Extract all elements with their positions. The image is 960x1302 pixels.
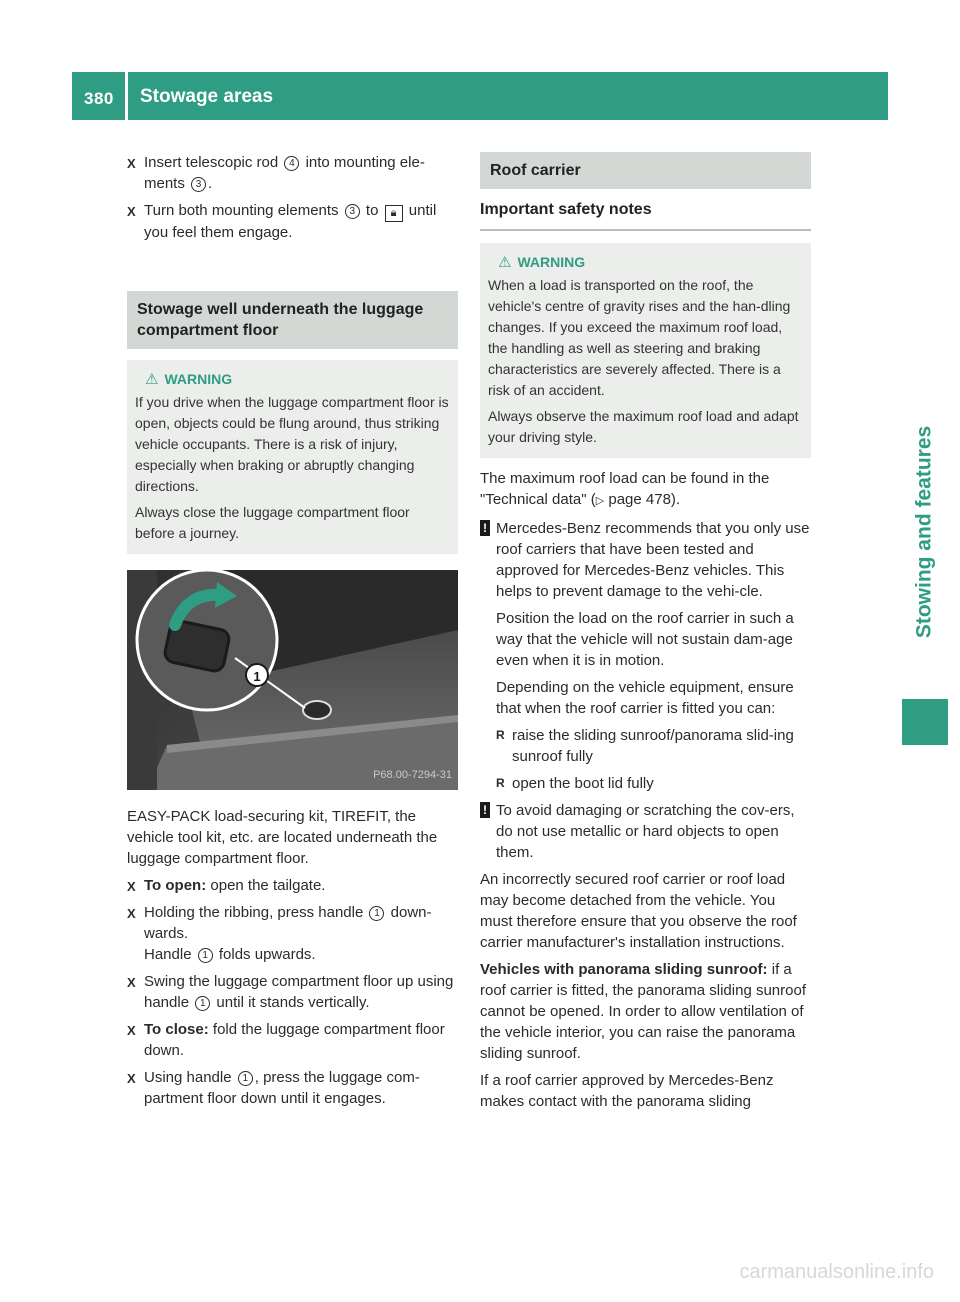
list-item <box>496 725 811 767</box>
warning-text: Always observe the maximum roof load and adapt your driving style. <box>488 408 799 445</box>
max-roof-load-paragraph <box>480 468 811 512</box>
right-column <box>480 152 811 1118</box>
step-turn-elements <box>127 200 458 243</box>
paragraph-text: The maximum roof load can be found in the "Technical data" ( <box>480 470 770 508</box>
step-arrow-icon: X <box>127 1023 136 1038</box>
note-covers <box>480 800 811 863</box>
step-text: into mounting ele-ments <box>144 154 425 192</box>
lock-icon: 🔒︎ <box>385 205 403 222</box>
photo-callout-number: 1 <box>253 669 261 684</box>
callout-3-icon: 3 <box>191 177 206 192</box>
step-arrow-icon: X <box>127 879 136 894</box>
step-arrow-icon: X <box>127 156 136 171</box>
callout-1-icon: 1 <box>198 948 213 963</box>
step-text: folds upwards. <box>214 946 316 963</box>
step-text: . <box>208 175 213 192</box>
step-to-close <box>127 1019 458 1061</box>
paragraph-panorama-sunroof <box>480 959 811 1064</box>
header-divider <box>125 72 128 120</box>
section-title-stowage-well: Stowage well underneath the luggage compartment floor <box>127 291 458 349</box>
luggage-floor-illustration <box>127 570 458 790</box>
note-approved-carriers <box>480 518 811 794</box>
step-label: To close: <box>144 1021 209 1038</box>
chapter-label: Stowing and features <box>912 425 936 639</box>
note-text: To avoid damaging or scratching the cov-ers, do not use metallic or hard objects to open them. <box>496 802 795 861</box>
callout-1-icon: 1 <box>195 996 210 1011</box>
note-text: Mercedes-Benz recommends that you only use roof carriers that have been tested and approved for Mercedes-Benz vehicles. This helps to prevent damage to the vehi-cle. <box>496 520 810 600</box>
warning-box-roof <box>480 243 811 458</box>
step-text: until you feel them engage. <box>144 202 437 241</box>
warning-triangle-icon: ⚠ <box>145 371 159 388</box>
warning-heading <box>488 252 803 273</box>
page-header <box>72 72 888 120</box>
step-text: Swing the luggage compartment floor up using handle <box>144 973 454 1011</box>
step-text: open the tailgate. <box>206 877 326 894</box>
warning-label: WARNING <box>517 254 586 270</box>
paragraph-approved-carrier-contact: If a roof carrier approved by Mercedes-Benz makes contact with the panorama sliding <box>480 1072 774 1110</box>
paragraph-secured-carrier: An incorrectly secured roof carrier or roof load may become detached from the vehicle. You must therefore ensure that you observe the roof carrier manufacturer's installation instructions. <box>480 871 797 951</box>
step-text: until it stands vertically. <box>212 994 370 1011</box>
step-arrow-icon: X <box>127 906 136 921</box>
intro-paragraph: EASY-PACK load-securing kit, TIREFIT, the vehicle tool kit, etc. are located underneath the luggage compartment floor. <box>127 808 438 867</box>
callout-1-icon: 1 <box>238 1071 253 1086</box>
step-text: fold the luggage compartment floor down. <box>144 1021 445 1059</box>
step-to-open <box>127 875 458 896</box>
page-title: Stowage areas <box>140 86 274 107</box>
warning-text: If you drive when the luggage compartment floor is open, objects could be flung around, thus striking vehicle occupants. There is a risk of injury, especially when braking or abruptly changing directions. <box>135 394 449 494</box>
step-press-floor-down <box>127 1067 458 1109</box>
step-text: Handle <box>144 946 196 963</box>
step-swing-floor <box>127 971 458 1013</box>
list-item <box>496 773 811 794</box>
chapter-side-tab <box>888 72 960 712</box>
page-number: 380 <box>84 89 114 108</box>
section-title-roof-carrier: Roof carrier <box>480 152 811 189</box>
bullet-icon: R <box>496 776 505 790</box>
warning-text: Always close the luggage compartment floor before a journey. <box>135 504 410 541</box>
watermark: carmanualsonline.info <box>739 1261 934 1283</box>
step-text: Insert telescopic rod <box>144 154 283 171</box>
warning-heading <box>135 369 450 390</box>
list-item-text: raise the sliding sunroof/panorama slid-ing sunroof fully <box>512 727 794 765</box>
step-arrow-icon: X <box>127 1071 136 1086</box>
exclamation-note-icon: ! <box>480 520 490 536</box>
step-text: Using handle <box>144 1069 236 1086</box>
callout-1-icon: 1 <box>369 906 384 921</box>
paragraph-text: if a roof carrier is fitted, the panorama sliding sunroof cannot be opened. In order to allow ventilation of the vehicle interior, you can raise the panorama sliding sunroof. <box>480 961 806 1062</box>
paragraph-text: page 478). <box>604 491 681 508</box>
step-press-handle <box>127 902 458 965</box>
step-label: To open: <box>144 877 207 894</box>
step-text: to <box>361 202 383 219</box>
note-text: Depending on the vehicle equipment, ensure that when the roof carrier is fitted you can: <box>496 679 794 717</box>
callout-3-icon: 3 <box>345 204 360 219</box>
callout-4-icon: 4 <box>284 156 299 171</box>
photo-reference-code: P68.00-7294-31 <box>373 769 452 781</box>
warning-box-luggage <box>127 360 458 554</box>
bullet-icon: R <box>496 728 505 742</box>
step-text: Turn both mounting elements <box>144 202 343 219</box>
warning-triangle-icon: ⚠ <box>498 254 512 271</box>
left-column <box>127 152 458 1115</box>
page-reference-arrow-icon: ▷ <box>595 495 605 507</box>
list-item-text: open the boot lid fully <box>512 775 654 792</box>
step-text: Holding the ribbing, press handle <box>144 904 368 921</box>
step-text: down-wards. <box>144 904 432 942</box>
chapter-marker-block <box>902 699 948 745</box>
warning-label: WARNING <box>164 371 233 387</box>
subheading-safety-notes: Important safety notes <box>480 189 811 231</box>
warning-text: When a load is transported on the roof, the vehicle's centre of gravity rises and the han-dling changes. If you exceed the maximum roof load, the handling as well as steering and braking characteristics are severely affected. There is a risk of an accident. <box>488 277 791 398</box>
step-text: , press the luggage com-partment floor down until it engages. <box>144 1069 420 1107</box>
step-insert-rod <box>127 152 458 194</box>
exclamation-note-icon: ! <box>480 802 490 818</box>
step-arrow-icon: X <box>127 204 136 219</box>
note-text: Position the load on the roof carrier in such a way that the vehicle will not sustain dam-age even when it is in motion. <box>496 610 794 669</box>
step-arrow-icon: X <box>127 975 136 990</box>
paragraph-label: Vehicles with panorama sliding sunroof: <box>480 961 768 978</box>
luggage-floor-photo <box>127 570 458 790</box>
